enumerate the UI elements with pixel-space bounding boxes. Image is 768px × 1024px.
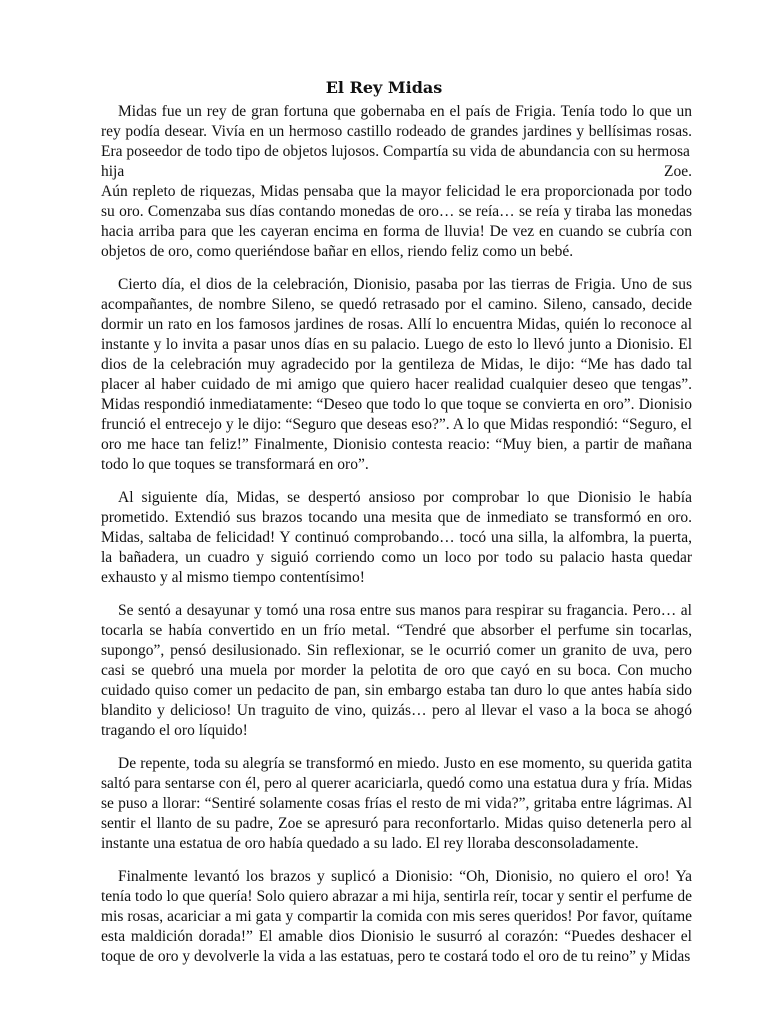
paragraph-3: Al siguiente día, Midas, se despertó ansioso por comprobar lo que Dionisio le había prometido. Extendió sus brazos tocando una mesita que de inmediato se transformó en oro. Midas, saltaba de felicidad! Y continuó comprobando… tocó una silla, la alfombra, la puerta, la bañadera, un cuadro y siguió corriendo como un loco por todo su palacio hasta quedar exhausto y al mismo tiempo contentísimo! xyxy=(101,489,692,586)
paragraph-1: Midas fue un rey de gran fortuna que gobernaba en el país de Frigia. Tenía todo lo que un rey podía desear. Vivía en un hermoso castillo rodeado de grandes jardines y bellísimas rosas. Era poseedor de todo tipo de objetos lujosos. Compartía su vida de abundancia con su hermosa xyxy=(101,103,692,160)
paragraph-2: Cierto día, el dios de la celebración, Dionisio, pasaba por las tierras de Frigia. Uno de sus acompañantes, de nombre Sileno, se quedó retrasado por el camino. Sileno, cansado, decide dormir un rato en los famosos jardines de rosas. Allí lo encuentra Midas, quién lo reconoce al instante y lo invita a pasar unos días en su palacio. Luego de esto lo llevó junto a Dionisio. El dios de la celebración muy agradecido por la gentileza de Midas, le dijo: “Me has dado tal placer al haber cuidado de mi amigo que quiero hacer realidad cualquier deseo que tengas”. Midas respondió inmediatamente: “Deseo que todo lo que toque se convierta en oro”. Dionisio frunció el entrecejo y le dijo: “Seguro que deseas eso?”. A lo que Midas respondió: “Seguro, el oro me hace tan feliz!” Finalmente, Dionisio contesta reacio: “Muy bien, a partir de mañana todo lo que toques se transformará en oro”. xyxy=(101,276,692,473)
story-body xyxy=(101,102,692,980)
paragraph-5: De repente, toda su alegría se transformó en miedo. Justo en ese momento, su querida gatita saltó para sentarse con él, pero al querer acariciarla, quedó como una estatua dura y fría. Midas se puso a llorar: “Sentiré solamente cosas frías el resto de mi vida?”, gritaba entre lágrimas. Al sentir el llanto de su padre, Zoe se apresuró para reconfortarlo. Midas quiso detenerla pero al instante una estatua de oro había quedado a su lado. El rey lloraba desconsoladamente. xyxy=(101,755,692,852)
paragraph-4: Se sentó a desayunar y tomó una rosa entre sus manos para respirar su fragancia. Pero… al tocarla se había convertido en un frío metal. “Tendré que absorber el perfume sin tocarlas, supongo”, pensó desilusionado. Sin reflexionar, se le ocurrió comer un granito de uva, pero casi se quebró una muela por morder la pelotita de oro que cayó en su boca. Con mucho cuidado quiso comer un pedacito de pan, sin embargo estaba tan duro lo que antes había sido blandito y delicioso! Un traguito de vino, quizás… pero al llevar el vaso a la boca se ahogó tragando el oro líquido! xyxy=(101,602,692,739)
paragraph-1-continuation: Aún repleto de riquezas, Midas pensaba que la mayor felicidad le era proporcionada por todo su oro. Comenzaba sus días contando monedas de oro… se reía… se reía y tiraba las monedas hacia arriba para que les cayeran encima en forma de lluvia! De vez en cuando se cubría con objetos de oro, como queriéndose bañar en ellos, riendo feliz como un bebé. xyxy=(101,183,692,260)
paragraph-1-justified-line xyxy=(101,162,692,182)
word-hija: hija xyxy=(101,163,125,180)
word-zoe: Zoe. xyxy=(664,163,692,180)
page-title: El Rey Midas xyxy=(325,78,443,97)
paragraph-6: Finalmente levantó los brazos y suplicó a Dionisio: “Oh, Dionisio, no quiero el oro! Ya tenía todo lo que quería! Solo quiero abrazar a mi hija, sentirla reír, tocar y sentir el perfume de mis rosas, acariciar a mi gata y compartir la comida con mis seres queridos! Por favor, quítame esta maldición dorada!” El amable dios Dionisio le susurró al corazón: “Puedes deshacer el toque de oro y devolverle la vida a las estatuas, pero te costará todo el oro de tu reino” y Midas xyxy=(101,868,692,965)
